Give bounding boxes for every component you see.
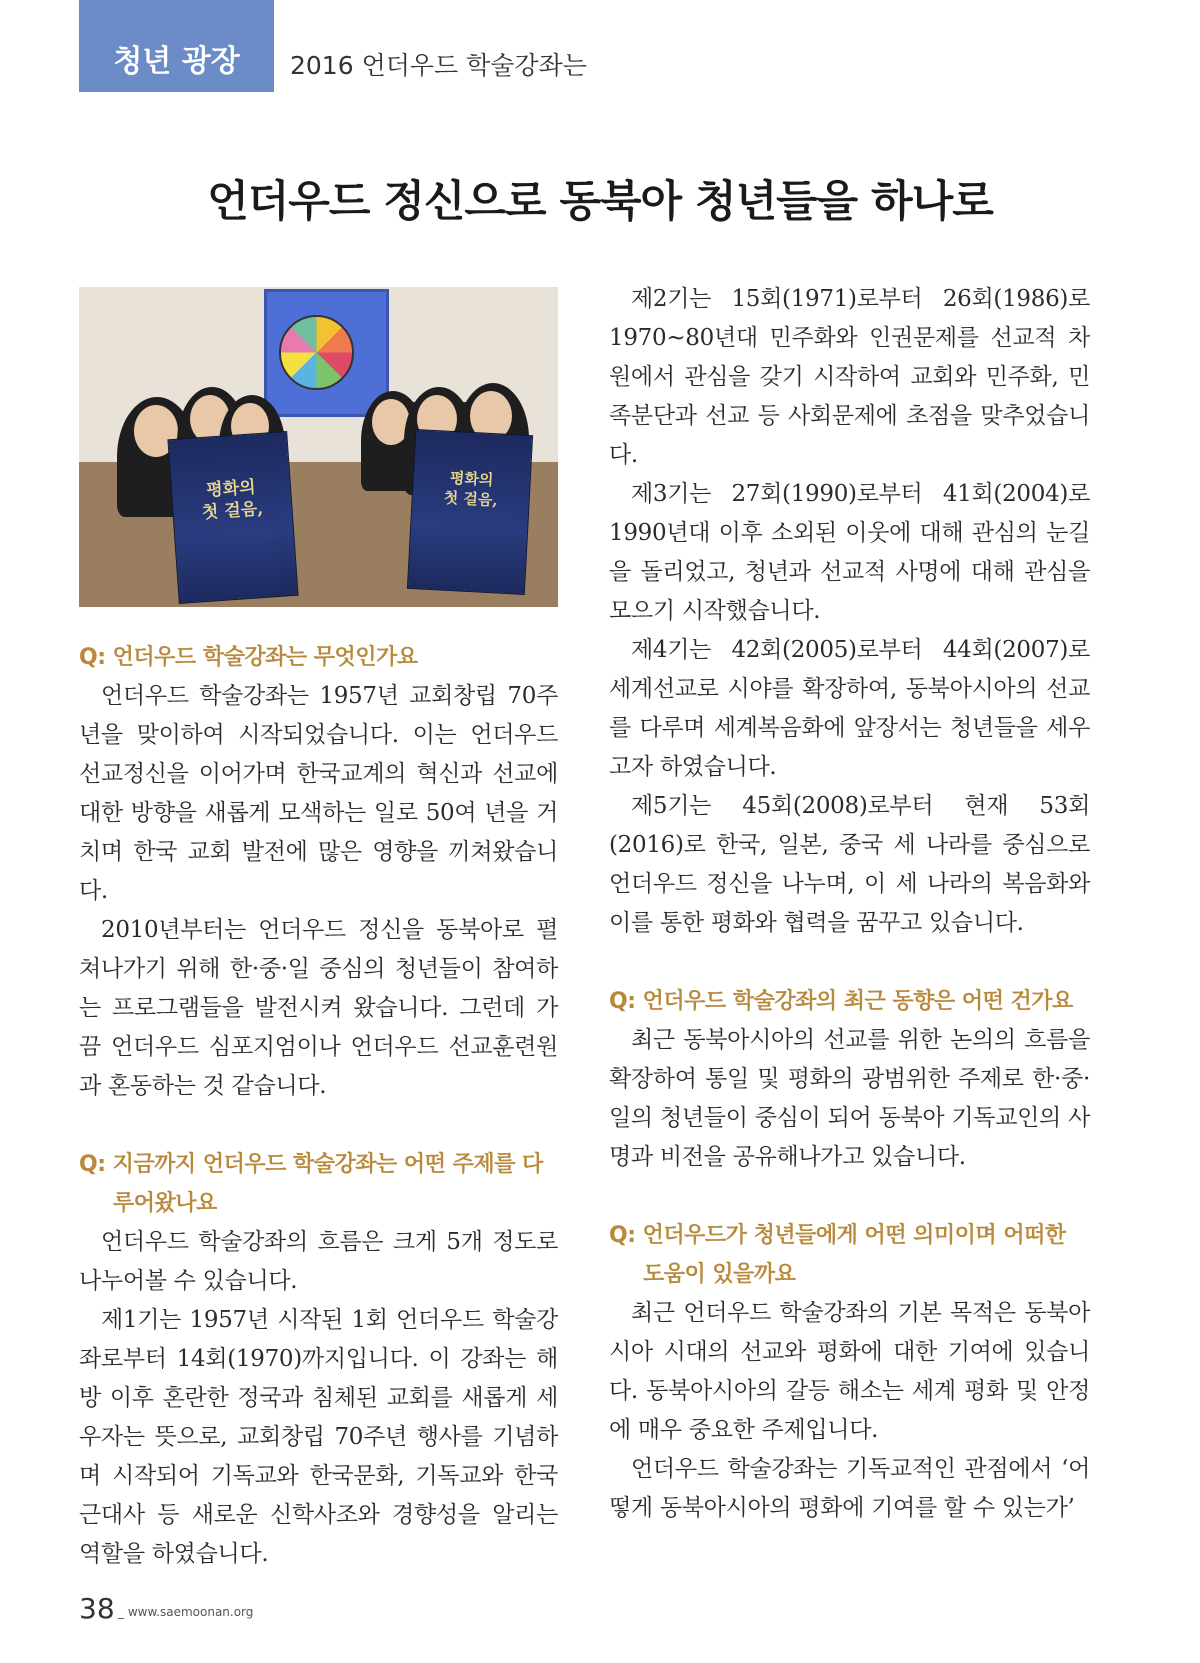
question-1: Q: 언더우드 학술강좌는 무엇인가요 <box>79 645 418 670</box>
section-subtitle: 2016 언더우드 학술강좌는 <box>290 51 587 80</box>
photo-wheel <box>279 315 354 390</box>
section-tab <box>79 0 274 92</box>
page-title: 언더우드 정신으로 동북아 청년들을 하나로 <box>207 177 993 227</box>
poster-text-1: 평화의 <box>449 468 494 490</box>
answer-2-paragraph-1: 언더우드 학술강좌의 흐름은 크게 5개 정도로 나누어볼 수 있습니다. <box>79 1229 558 1294</box>
era-3-paragraph: 제3기는 27회(1990)로부터 41회(2004)로 1990년대 이후 소외된 이웃에 대해 관심의 눈길을 돌리었고, 청년과 선교적 사명에 대해 관심을 모으기 시작했습니다. <box>609 481 1090 624</box>
poster-text-1: 평화의 <box>205 477 257 501</box>
photo-poster <box>167 431 298 604</box>
answer-2-paragraph-2: 제1기는 1957년 시작된 1회 언더우드 학술강좌로부터 14회(1970)까지입니다. 이 강좌는 해방 이후 혼란한 정국과 침체된 교회를 새롭게 세우자는 뜻으로, 교회창립 70주년 행사를 기념하며 시작되어 기독교와 한국문화, 기독교와 한국근대사 등 새로운 신학사조와 경향성을 알리는 역할을 하였습니다. <box>79 1307 558 1567</box>
answer-4-paragraph-1: 최근 언더우드 학술강좌의 기본 목적은 동북아시아 시대의 선교와 평화에 대한 기여에 있습니다. 동북아시아의 갈등 해소는 세계 평화 및 안정에 매우 중요한 주제입니다. <box>609 1300 1090 1443</box>
answer-3-paragraph: 최근 동북아시아의 선교를 위한 논의의 흐름을 확장하여 통일 및 평화의 광범위한 주제로 한·중·일의 청년들이 중심이 되어 동북아 기독교인의 사명과 비전을 공유해나가고 있습니다. <box>609 1027 1090 1170</box>
poster-text-2: 첫 걸음, <box>201 498 264 524</box>
question-3: Q: 언더우드 학술강좌의 최근 동향은 어떤 건가요 <box>609 989 1073 1014</box>
left-column <box>79 638 558 1574</box>
question-2: Q: 지금까지 언더우드 학술강좌는 어떤 주제를 다루어왔나요 <box>79 1152 543 1216</box>
era-5-paragraph: 제5기는 45회(2008)로부터 현재 53회(2016)로 한국, 일본, 중국 세 나라를 중심으로 언더우드 정신을 나누며, 이 세 나라의 복음화와 이를 통한 평화와 협력을 꿈꾸고 있습니다. <box>609 793 1090 936</box>
site-url: _ www.saemoonan.org <box>118 1605 254 1619</box>
section-label: 청년 광장 <box>113 44 240 79</box>
right-column <box>609 280 1090 1528</box>
answer-4-paragraph-2: 언더우드 학술강좌는 기독교적인 관점에서 ‘어떻게 동북아시아의 평화에 기여를 할 수 있는가’ <box>609 1456 1090 1521</box>
answer-1-paragraph-2: 2010년부터는 언더우드 정신을 동북아로 펼쳐나가기 위해 한·중·일 중심의 청년들이 참여하는 프로그램들을 발전시켜 왔습니다. 그런데 가끔 언더우드 심포지엄이나 언더우드 선교훈련원과 혼동하는 것 같습니다. <box>79 917 558 1099</box>
era-4-paragraph: 제4기는 42회(2005)로부터 44회(2007)로 세계선교로 시야를 확장하여, 동북아시아의 선교를 다루며 세계복음화에 앞장서는 청년들을 세우고자 하였습니다. <box>609 637 1090 780</box>
photo-poster <box>407 429 533 595</box>
page-number: 38 <box>79 1592 115 1625</box>
answer-1-paragraph-1: 언더우드 학술강좌는 1957년 교회창립 70주년을 맞이하여 시작되었습니다. 이는 언더우드 선교정신을 이어가며 한국교계의 혁신과 선교에 대한 방향을 새롭게 모색하는 일로 50여 년을 거치며 한국 교회 발전에 많은 영향을 끼쳐왔습니다. <box>79 683 558 904</box>
question-4: Q: 언더우드가 청년들에게 어떤 의미이며 어떠한 도움이 있을까요 <box>609 1223 1066 1287</box>
era-2-paragraph: 제2기는 15회(1971)로부터 26회(1986)로 1970~80년대 민주화와 인권문제를 선교적 차원에서 관심을 갖기 시작하여 교회와 민주화, 민족분단과 선교 등 사회문제에 초점을 맞추었습니다. <box>609 286 1090 468</box>
group-photo <box>79 287 558 607</box>
poster-text-2: 첫 걸음, <box>443 488 499 510</box>
